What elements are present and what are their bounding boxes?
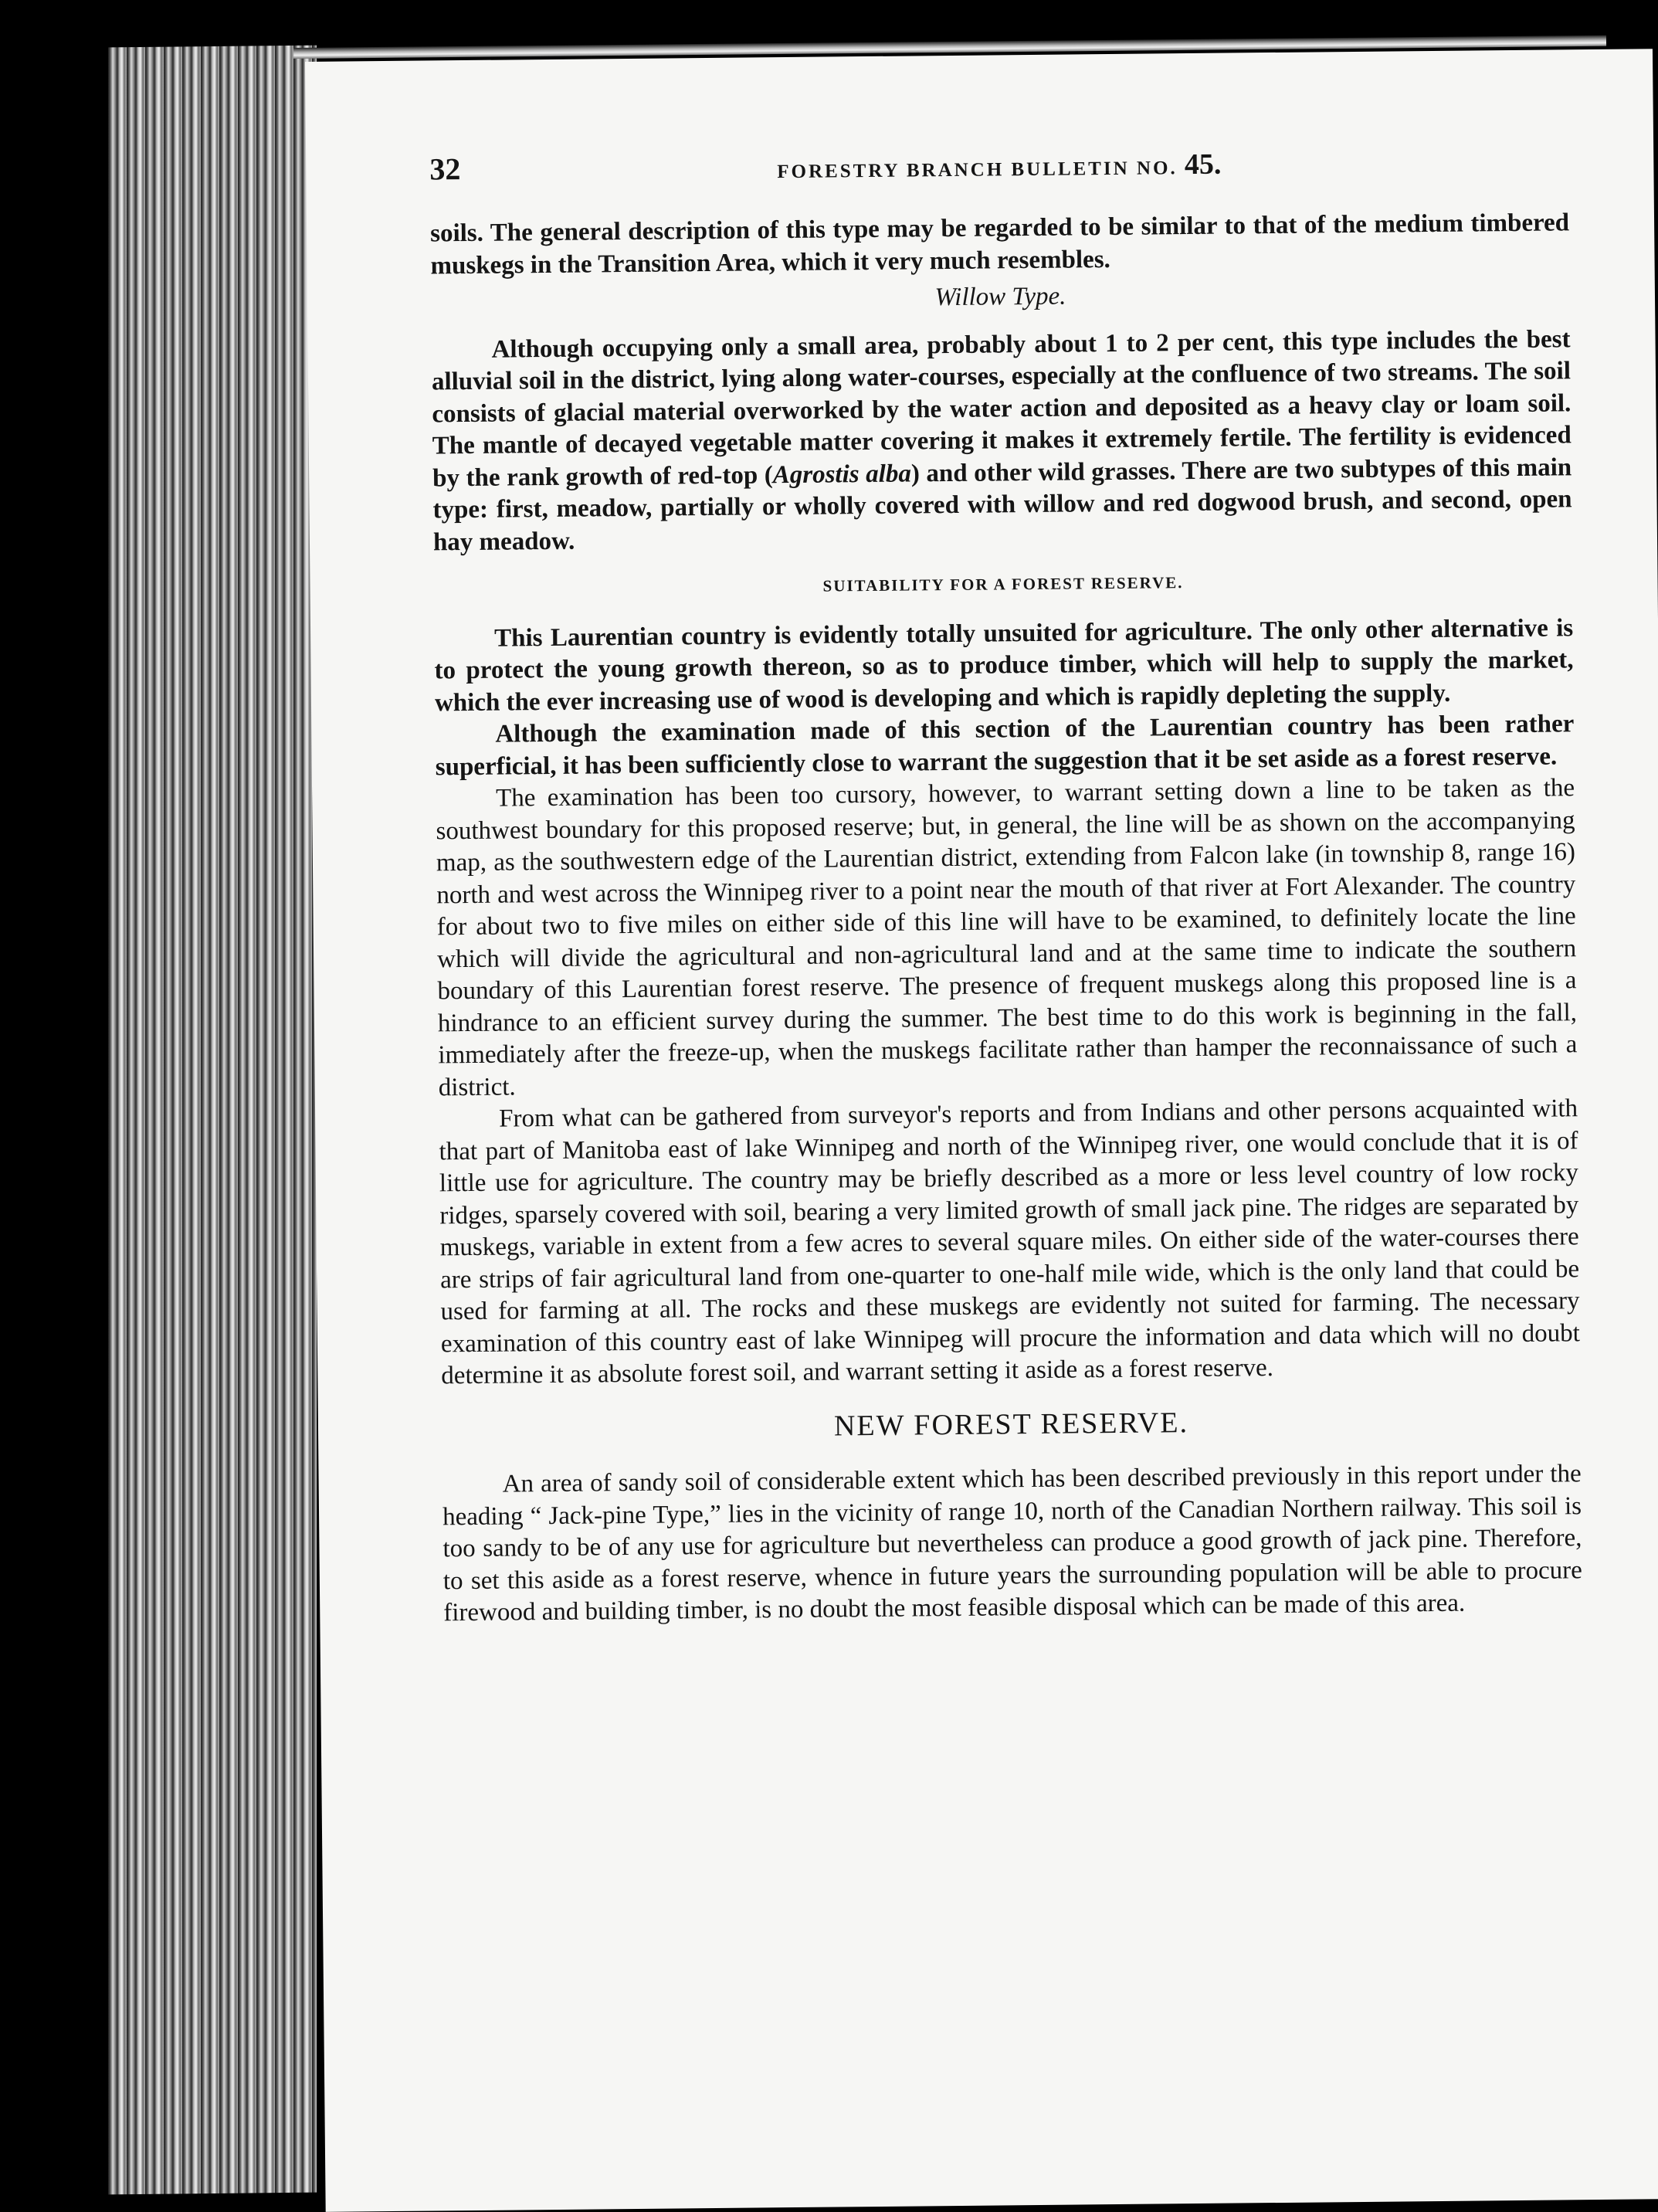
paragraph-willow-type (431, 324, 1572, 559)
page-number: 32 (429, 151, 461, 187)
paragraph-suitability-1: This Laurentian country is evidently totally unsuited for agriculture. The only other alternative is to protect the young growth thereon, so as to produce timber, which will help to supply the market, which the ever increasing use of wood is developing and which is rapidly depleting the supply. (434, 613, 1574, 717)
willow-text-a: Although occupying only a small area, probably about 1 to 2 per cent, this type includes the best alluvial soil in the district, lying along water-courses, especially at the confluence of two streams. The soil consists of glacial material overworked by the water action and deposited as a heavy clay or loam soil. The mantle of decayed vegetable matter covering it makes it extremely fertile. The fertility is evidenced by the rank growth of red-top ( (431, 324, 1572, 492)
paragraph-new-reserve: An area of sandy soil of considerable extent which has been described previously in this report under the heading “ Jack-pine Type,” lies in the vicinity of range 10, north of the Canadian Northern railway. This soil is too sandy to be of any use for agriculture but nevertheless can produce a good growth of jack pine. Therefore, to set this aside as a forest reserve, whence in future years the surrounding population will be able to procure firewood and building timber, is no doubt the most feasible disposal which can be made of this area. (442, 1460, 1582, 1627)
book-page-edges (108, 46, 317, 2195)
paragraph-soils: soils. The general description of this type may be regarded to be similar to that of the medium timbered muskegs in the Transition Area, which it very much resembles. (429, 209, 1570, 280)
paragraph-suitability-4: From what can be gathered from surveyor's reports and from Indians and other persons acquainted with that part of Manitoba east of lake Winnipeg and north of the Winnipeg river, one would conclude that it is of little use for agriculture. The country may be briefly described as a more or less level country of low rocky ridges, sparsely covered with soil, bearing a very limited growth of small jack pine. The ridges are separated by muskegs, variable in extent from a few acres to several square miles. On either side of the water-courses there are strips of fair agricultural land from one-quarter to one-half mile wide, which is the only land that could be used for farming at all. The rocks and these muskegs are evidently not suited for farming. The necessary examination of this country east of lake Winnipeg will procure the information and data which will no doubt determine it as absolute forest soil, and warrant setting it aside as a forest reserve. (439, 1094, 1581, 1390)
willow-text-b: ) and other wild grasses. There are two subtypes of this main type: first, meadow, partially or wholly covered with willow and red dogwood brush, and second, open hay meadow. (432, 453, 1572, 556)
book-page (305, 49, 1658, 2212)
heading-suitability: SUITABILITY FOR A FOREST RESERVE. (822, 573, 1184, 595)
bulletin-title: FORESTRY BRANCH BULLETIN NO. (777, 158, 1178, 183)
paragraph-suitability-2: Although the examination made of this section of the Laurentian country has been rather superficial, it has been sufficiently close to warrant the suggestion that it be set aside as a forest reserve. (435, 710, 1575, 781)
heading-willow-type: Willow Type. (934, 282, 1066, 312)
bulletin-number: 45. (1184, 148, 1222, 182)
species-name: Agrostis alba (772, 459, 912, 489)
running-title (429, 145, 1568, 192)
running-head (429, 142, 1568, 195)
page-text (429, 142, 1582, 1630)
paragraph-suitability-3: The examination has been too cursory, however, to warrant setting down a line to be taken as the southwest boundary for this proposed reserve; but, in general, the line will be as shown on the accompanying map, as the southwestern edge of the Laurentian district, extending from Falcon lake (in township 8, range 16) north and west across the Winnipeg river to a point near the mouth of that river at Fort Alexander. The country for about two to five miles on either side of this line will have to be examined, to definitely locate the line which will divide the agricultural and non-agricultural land and at the same time to indicate the southern boundary of this Laurentian forest reserve. The presence of frequent muskegs along this proposed line is a hindrance to an efficient survey during the summer. The best time to do this work is beginning in the fall, immediately after the freeze-up, when the muskegs facilitate rather than hamper the reconnaissance of such a district. (436, 774, 1578, 1101)
heading-new-forest-reserve: NEW FOREST RESERVE. (833, 1406, 1189, 1443)
